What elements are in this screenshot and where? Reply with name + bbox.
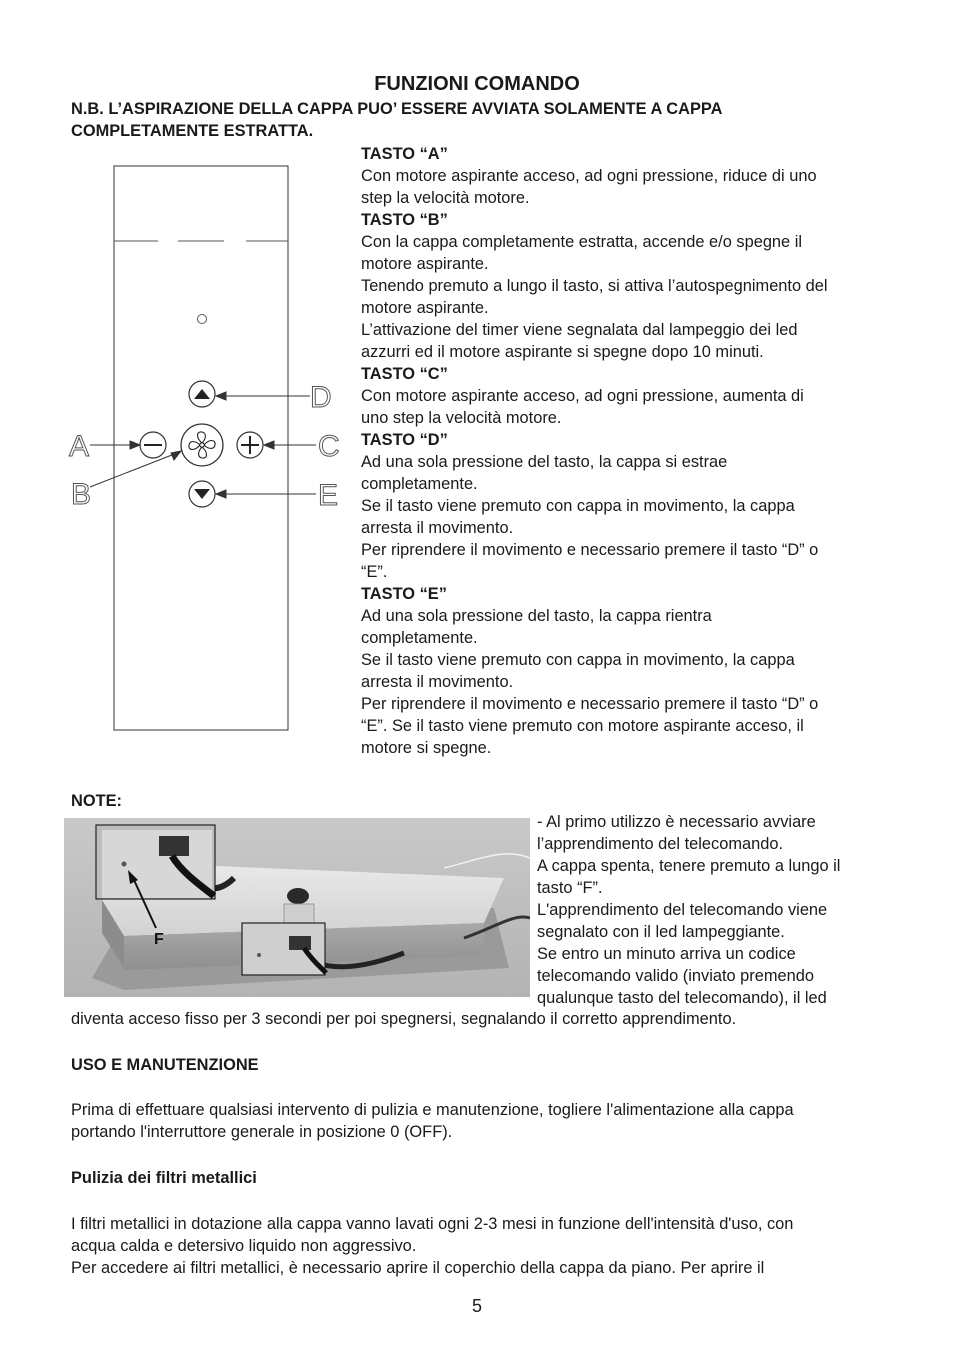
note-line: Se entro un minuto arriva un codice bbox=[537, 945, 796, 963]
page-title: FUNZIONI COMANDO bbox=[374, 73, 580, 95]
note-text bbox=[537, 811, 897, 1009]
label-d: D bbox=[310, 381, 332, 414]
tasto-c-text: Con motore aspirante acceso, ad ogni pressione, aumenta di bbox=[361, 387, 804, 405]
note-line: l’apprendimento del telecomando. bbox=[537, 835, 784, 853]
page-number: 5 bbox=[471, 1296, 482, 1316]
note-line: L'apprendimento del telecomando viene bbox=[537, 901, 828, 919]
tasto-d-text: completamente. bbox=[361, 475, 478, 493]
note-line: - Al primo utilizzo è necessario avviare bbox=[537, 813, 816, 831]
label-e: E bbox=[318, 479, 339, 512]
tasto-a-text: step la velocità motore. bbox=[361, 189, 530, 207]
maintenance-paragraph bbox=[71, 1099, 901, 1143]
button-a-minus[interactable] bbox=[140, 432, 166, 458]
button-b-fan[interactable] bbox=[181, 424, 223, 466]
paragraph-line: Per accedere ai filtri metallici, è necessario aprire il coperchio della cappa da piano. Per aprire il bbox=[71, 1259, 765, 1277]
tasto-c-heading: TASTO “C” bbox=[361, 365, 448, 383]
button-d-up[interactable] bbox=[189, 381, 215, 407]
tasto-b-text: azzurri ed il motore aspirante si spegne dopo 10 minuti. bbox=[361, 343, 764, 361]
note-full-line: diventa acceso fisso per 3 secondi per poi spegnersi, segnalando il corretto apprendimento. bbox=[71, 1010, 737, 1028]
tasto-b-text: motore aspirante. bbox=[361, 255, 489, 273]
tasto-d-text: Ad una sola pressione del tasto, la cappa si estrae bbox=[361, 453, 728, 471]
tasto-e-text: arresta il movimento. bbox=[361, 673, 514, 691]
warning-line: COMPLETAMENTE ESTRATTA. bbox=[71, 122, 314, 140]
warning-note bbox=[71, 98, 722, 142]
tasto-d-heading: TASTO “D” bbox=[361, 431, 448, 449]
note-line: A cappa spenta, tenere premuto a lungo il bbox=[537, 857, 841, 875]
maintenance-heading: USO E MANUTENZIONE bbox=[71, 1056, 259, 1074]
tasto-b-text: L’attivazione del timer viene segnalata dal lampeggio dei led bbox=[361, 321, 798, 339]
label-b: B bbox=[71, 478, 92, 511]
label-c: C bbox=[318, 430, 340, 463]
note-line: segnalato con il led lampeggiante. bbox=[537, 923, 785, 941]
tasto-a-text: Con motore aspirante acceso, ad ogni pressione, riduce di uno bbox=[361, 167, 817, 185]
tasto-c-text: uno step la velocità motore. bbox=[361, 409, 562, 427]
note-line: tasto “F”. bbox=[537, 879, 603, 897]
tasto-e-text: Per riprendere il movimento e necessario premere il tasto “D” o bbox=[361, 695, 819, 713]
button-descriptions bbox=[361, 143, 901, 759]
warning-line: N.B. L’ASPIRAZIONE DELLA CAPPA PUO’ ESSERE AVVIATA SOLAMENTE A CAPPA bbox=[71, 100, 723, 118]
tasto-e-text: Se il tasto viene premuto con cappa in movimento, la cappa bbox=[361, 651, 795, 669]
label-a: A bbox=[69, 430, 90, 463]
tasto-a-heading: TASTO “A” bbox=[361, 145, 448, 163]
label-f: F bbox=[154, 931, 164, 948]
button-e-down[interactable] bbox=[189, 481, 215, 507]
tasto-d-text: arresta il movimento. bbox=[361, 519, 514, 537]
button-c-plus[interactable] bbox=[237, 432, 263, 458]
tasto-b-heading: TASTO “B” bbox=[361, 211, 448, 229]
tasto-b-text: motore aspirante. bbox=[361, 299, 489, 317]
note-line: telecomando valido (inviato premendo bbox=[537, 967, 814, 985]
paragraph-line: acqua calda e detersivo liquido non aggressivo. bbox=[71, 1237, 417, 1255]
tasto-d-text: Se il tasto viene premuto con cappa in movimento, la cappa bbox=[361, 497, 795, 515]
tasto-d-text: Per riprendere il movimento e necessario premere il tasto “D” o bbox=[361, 541, 819, 559]
tasto-b-text: Con la cappa completamente estratta, accende e/o spegne il bbox=[361, 233, 803, 251]
remote-control-diagram bbox=[60, 160, 360, 740]
tasto-e-text: Ad una sola pressione del tasto, la cappa rientra bbox=[361, 607, 712, 625]
tasto-e-heading: TASTO “E” bbox=[361, 585, 447, 603]
paragraph-line: Prima di effettuare qualsiasi intervento di pulizia e manutenzione, togliere l'alimentazione alla cappa bbox=[71, 1101, 794, 1119]
filters-subheading: Pulizia dei filtri metallici bbox=[71, 1169, 257, 1187]
tasto-b-text: Tenendo premuto a lungo il tasto, si attiva l’autospegnimento del bbox=[361, 277, 828, 295]
tasto-e-text: motore si spegne. bbox=[361, 739, 492, 757]
paragraph-line: portando l'interruttore generale in posizione 0 (OFF). bbox=[71, 1123, 453, 1141]
paragraph-line: I filtri metallici in dotazione alla cappa vanno lavati ogni 2-3 mesi in funzione dell'intensità d'uso, con bbox=[71, 1215, 794, 1233]
tasto-d-text: “E”. bbox=[361, 563, 388, 581]
hood-unit-photo bbox=[64, 818, 530, 997]
filters-paragraph bbox=[71, 1213, 901, 1279]
tasto-e-text: “E”. Se il tasto viene premuto con motore aspirante acceso, il bbox=[361, 717, 804, 735]
note-line: qualunque tasto del telecomando), il led bbox=[537, 989, 827, 1007]
note-heading: NOTE: bbox=[71, 792, 122, 810]
tasto-e-text: completamente. bbox=[361, 629, 478, 647]
led-indicator bbox=[198, 315, 207, 324]
